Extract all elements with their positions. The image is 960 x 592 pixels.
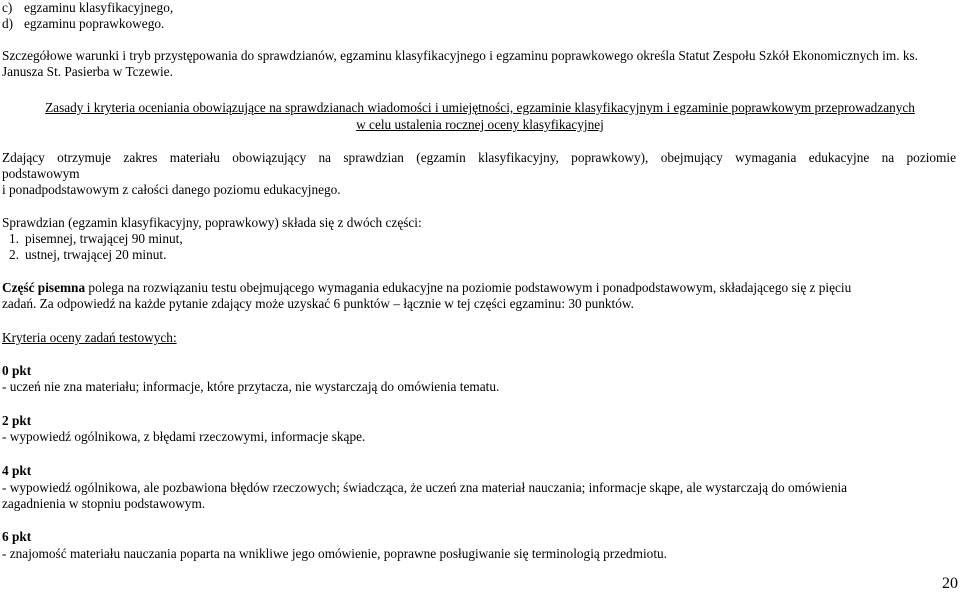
criteria-points-0 <box>2 363 956 379</box>
scope-paragraph-line-2: podstawowym <box>2 166 80 181</box>
list-marker: c) <box>2 0 13 15</box>
written-part-line-1 <box>2 280 956 296</box>
parts-intro: Sprawdzian (egzamin klasyfikacyjny, poprawkowy) składa się z dwóch części: <box>2 215 422 230</box>
part-item-1 <box>9 231 183 247</box>
written-part-bold-lead: Część pisemna <box>2 280 86 295</box>
section-heading-line-1: Zasady i kryteria oceniania obowiązujące na sprawdzianach wiadomości i umiejętności, egzaminie klasyfikacyjnym i egzaminie poprawkowym przeprowadzanych <box>45 100 915 115</box>
written-part-line-2: zadań. Za odpowiedź na każde pytanie zdający może uzyskać 6 punktów – łącznie w tej części egzaminu: 30 punktów. <box>2 296 634 311</box>
part-text: ustnej, trwającej 20 minut. <box>25 247 167 262</box>
intro-paragraph: Szczegółowe warunki i tryb przystępowania do sprawdzianów, egzaminu klasyfikacyjnego i egzaminu poprawkowego określa Statut Zespołu Szkół Ekonomicznych im. ks. Janusza St. Pasierba w Tczewie. <box>2 48 919 79</box>
criteria-heading: Kryteria oceny zadań testowych: <box>2 330 177 345</box>
section-heading-line-2: w celu ustalenia rocznej oceny klasyfikacyjnej <box>356 117 604 132</box>
criteria-points-label: 0 pkt <box>2 363 32 378</box>
page-number: 20 <box>942 575 958 592</box>
criteria-description-4-line-2: zagadnienia w stopniu podstawowym. <box>2 496 206 511</box>
written-part-rest-1: polega na rozwiązaniu testu obejmującego wymagania edukacyjne na poziomie podstawowym i ponadpodstawowym, składającego się z pięciu <box>85 280 852 295</box>
criteria-points-2 <box>2 413 956 429</box>
part-text: pisemnej, trwającej 90 minut, <box>25 231 183 246</box>
criteria-points-6 <box>2 529 956 545</box>
criteria-description-0: - uczeń nie zna materiału; informacje, które przytacza, nie wystarczają do omówienia tematu. <box>2 379 500 394</box>
criteria-points-label: 2 pkt <box>2 413 32 428</box>
criteria-points-4 <box>2 463 956 479</box>
part-item-2 <box>9 247 166 263</box>
criteria-description-6: - znajomość materiału nauczania poparta na wnikliwe jego omówienie, poprawne posługiwanie się terminologią przedmiotu. <box>2 546 668 561</box>
part-number: 1. <box>9 231 19 246</box>
criteria-points-label: 6 pkt <box>2 529 32 544</box>
criteria-description-2: - wypowiedź ogólnikowa, z błędami rzeczowymi, informacje skąpe. <box>2 429 366 444</box>
part-number: 2. <box>9 247 19 262</box>
criteria-points-label: 4 pkt <box>2 463 32 478</box>
scope-paragraph-line-1: Zdający otrzymuje zakres materiału obowiązujący na sprawdzian (egzamin klasyfikacyjny, poprawkowy), obejmujący wymagania edukacyjne na poziomie <box>2 150 956 165</box>
list-marker: d) <box>2 16 14 31</box>
list-item-text: egzaminu klasyfikacyjnego, <box>24 0 174 15</box>
scope-paragraph-line-3: i ponadpodstawowym z całości danego poziomu edukacyjnego. <box>2 182 341 197</box>
list-item-d <box>2 16 164 32</box>
criteria-description-4-line-1: - wypowiedź ogólnikowa, ale pozbawiona błędów rzeczowych; świadcząca, że uczeń zna materiał nauczania; informacje skąpe, ale wystarczają do omówienia <box>2 480 848 495</box>
list-item-text: egzaminu poprawkowego. <box>24 16 165 31</box>
list-item-c <box>2 0 173 16</box>
